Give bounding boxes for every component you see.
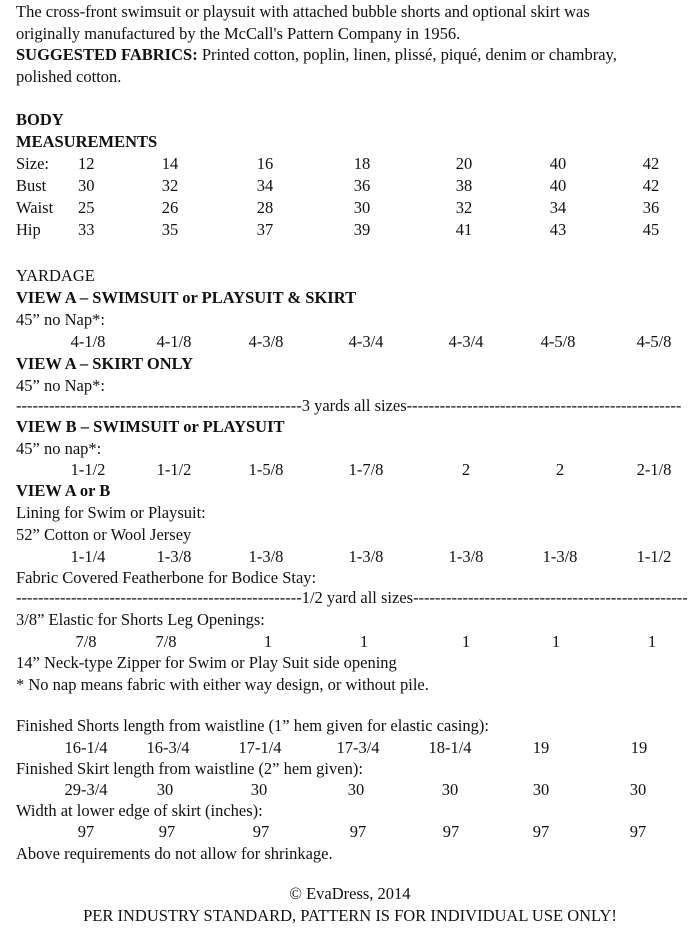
value-cell: 97 [349, 822, 367, 841]
value-cell: 19 [630, 738, 648, 757]
value-cell: 1-5/8 [248, 460, 284, 479]
view-b-title: VIEW B – SWIMSUIT or PLAYSUIT [16, 417, 285, 436]
zipper-label: 14” Neck-type Zipper for Swim or Play Suit side opening [16, 653, 397, 672]
row-label: Bust [16, 176, 47, 195]
value-cell: 1 [359, 632, 369, 651]
value-cell: 36 [353, 176, 371, 195]
value-cell: 28 [256, 198, 274, 217]
value-cell: 38 [455, 176, 473, 195]
value-cell: 40 [549, 154, 567, 173]
value-cell: 37 [256, 220, 274, 239]
value-cell: 18-1/4 [428, 738, 472, 757]
value-cell: 34 [256, 176, 274, 195]
value-cell: 41 [455, 220, 473, 239]
value-cell: 1-7/8 [348, 460, 384, 479]
shorts-length-values [0, 740, 700, 760]
skirt-width-values [0, 824, 700, 844]
view-a-or-b-title: VIEW A or B [16, 481, 111, 500]
value-cell: 30 [532, 780, 550, 799]
size-row [0, 156, 700, 176]
value-cell: 1 [263, 632, 273, 651]
value-cell: 33 [78, 220, 95, 239]
value-cell: 1-3/8 [248, 547, 284, 566]
value-cell: 45 [642, 220, 660, 239]
featherbone-label: Fabric Covered Featherbone for Bodice Stay: [16, 568, 317, 587]
value-cell: 2-1/8 [636, 460, 672, 479]
value-cell: 1 [551, 632, 561, 651]
value-cell: 39 [353, 220, 371, 239]
waist-row [0, 200, 700, 220]
value-cell: 97 [158, 822, 176, 841]
value-cell: 30 [78, 176, 95, 195]
value-cell: 35 [161, 220, 179, 239]
value-cell: 1 [647, 632, 657, 651]
value-cell: 1-3/8 [348, 547, 384, 566]
elastic-label: 3/8” Elastic for Shorts Leg Openings: [16, 610, 265, 629]
value-cell: 42 [642, 176, 660, 195]
value-cell: 4-1/8 [70, 332, 106, 351]
row-label: Hip [16, 220, 41, 239]
yardage-heading: YARDAGE [16, 266, 95, 285]
value-cell: 43 [549, 220, 567, 239]
jersey-values [0, 549, 700, 569]
value-cell: 17-1/4 [238, 738, 282, 757]
value-cell: 30 [441, 780, 459, 799]
view-a-skirt-title: VIEW A – SKIRT ONLY [16, 354, 194, 373]
value-cell: 1-1/2 [636, 547, 672, 566]
value-cell: 16 [256, 154, 274, 173]
value-cell: 30 [347, 780, 365, 799]
view-a-full-values [0, 334, 700, 354]
value-cell: 97 [77, 822, 95, 841]
value-cell: 42 [642, 154, 660, 173]
value-cell: 34 [549, 198, 567, 217]
featherbone-all-sizes: ----------------------------------------------------1/2 yard all sizes-------------------------------------------------- [16, 590, 688, 607]
value-cell: 14 [161, 154, 179, 173]
value-cell: 1-1/2 [70, 460, 106, 479]
nap-note: * No nap means fabric with either way design, or without pile. [16, 675, 429, 694]
value-cell: 97 [532, 822, 550, 841]
fabrics-label: SUGGESTED FABRICS: [16, 45, 198, 64]
hip-row [0, 222, 700, 242]
copyright: © EvaDress, 2014 [289, 884, 411, 903]
value-cell: 7/8 [75, 632, 97, 651]
value-cell: 97 [629, 822, 647, 841]
view-a-skirt-fabric: 45” no Nap*: [16, 376, 105, 395]
intro-line-2: originally manufactured by the McCall's Pattern Company in 1956. [16, 24, 461, 43]
value-cell: 30 [353, 198, 371, 217]
value-cell: 4-3/8 [248, 332, 284, 351]
value-cell: 4-5/8 [540, 332, 576, 351]
jersey-label: 52” Cotton or Wool Jersey [16, 525, 192, 544]
value-cell: 1-1/2 [156, 460, 192, 479]
skirt-length-values [0, 782, 700, 802]
value-cell: 4-5/8 [636, 332, 672, 351]
intro-line-1: The cross-front swimsuit or playsuit with attached bubble shorts and optional skirt was [16, 2, 590, 21]
value-cell: 97 [442, 822, 460, 841]
view-a-full-fabric: 45” no Nap*: [16, 310, 105, 329]
row-label: Size: [16, 154, 49, 173]
value-cell: 4-1/8 [156, 332, 192, 351]
value-cell: 36 [642, 198, 660, 217]
lining-label: Lining for Swim or Playsuit: [16, 503, 206, 522]
view-b-values [0, 462, 700, 482]
value-cell: 1-1/4 [70, 547, 106, 566]
value-cell: 12 [78, 154, 95, 173]
value-cell: 30 [629, 780, 647, 799]
value-cell: 4-3/4 [348, 332, 384, 351]
value-cell: 4-3/4 [448, 332, 484, 351]
body-heading: BODY [16, 110, 64, 129]
elastic-values [0, 634, 700, 654]
skirt-width-label: Width at lower edge of skirt (inches): [16, 801, 263, 820]
skirt-all-sizes: ----------------------------------------------------3 yards all sizes-------------------------------------------------- [16, 398, 682, 415]
value-cell: 32 [161, 176, 179, 195]
value-cell: 17-3/4 [336, 738, 380, 757]
value-cell: 29-3/4 [64, 780, 108, 799]
fabrics-text: Printed cotton, poplin, linen, plissé, piqué, denim or chambray, [197, 45, 617, 64]
shorts-length-label: Finished Shorts length from waistline (1” hem given for elastic casing): [16, 716, 489, 735]
measurements-heading: MEASUREMENTS [16, 132, 158, 151]
value-cell: 1-3/8 [448, 547, 484, 566]
skirt-length-label: Finished Skirt length from waistline (2” hem given): [16, 759, 363, 778]
row-label: Waist [16, 198, 54, 217]
value-cell: 32 [455, 198, 473, 217]
value-cell: 1-3/8 [156, 547, 192, 566]
value-cell: 30 [156, 780, 174, 799]
view-a-full-title: VIEW A – SWIMSUIT or PLAYSUIT & SKIRT [16, 288, 357, 307]
value-cell: 1-3/8 [542, 547, 578, 566]
value-cell: 19 [532, 738, 550, 757]
value-cell: 97 [252, 822, 270, 841]
value-cell: 16-3/4 [146, 738, 190, 757]
value-cell: 16-1/4 [64, 738, 108, 757]
suggested-fabrics [16, 47, 617, 64]
value-cell: 1 [461, 632, 471, 651]
value-cell: 7/8 [155, 632, 177, 651]
view-b-fabric: 45” no nap*: [16, 439, 102, 458]
usage-notice: PER INDUSTRY STANDARD, PATTERN IS FOR INDIVIDUAL USE ONLY! [83, 906, 617, 925]
value-cell: 26 [161, 198, 179, 217]
fabrics-line-2: polished cotton. [16, 67, 122, 86]
value-cell: 30 [250, 780, 268, 799]
value-cell: 25 [78, 198, 95, 217]
value-cell: 18 [353, 154, 371, 173]
shrinkage-note: Above requirements do not allow for shrinkage. [16, 844, 333, 863]
value-cell: 20 [455, 154, 473, 173]
value-cell: 2 [555, 460, 565, 479]
bust-row [0, 178, 700, 198]
value-cell: 2 [461, 460, 471, 479]
value-cell: 40 [549, 176, 567, 195]
